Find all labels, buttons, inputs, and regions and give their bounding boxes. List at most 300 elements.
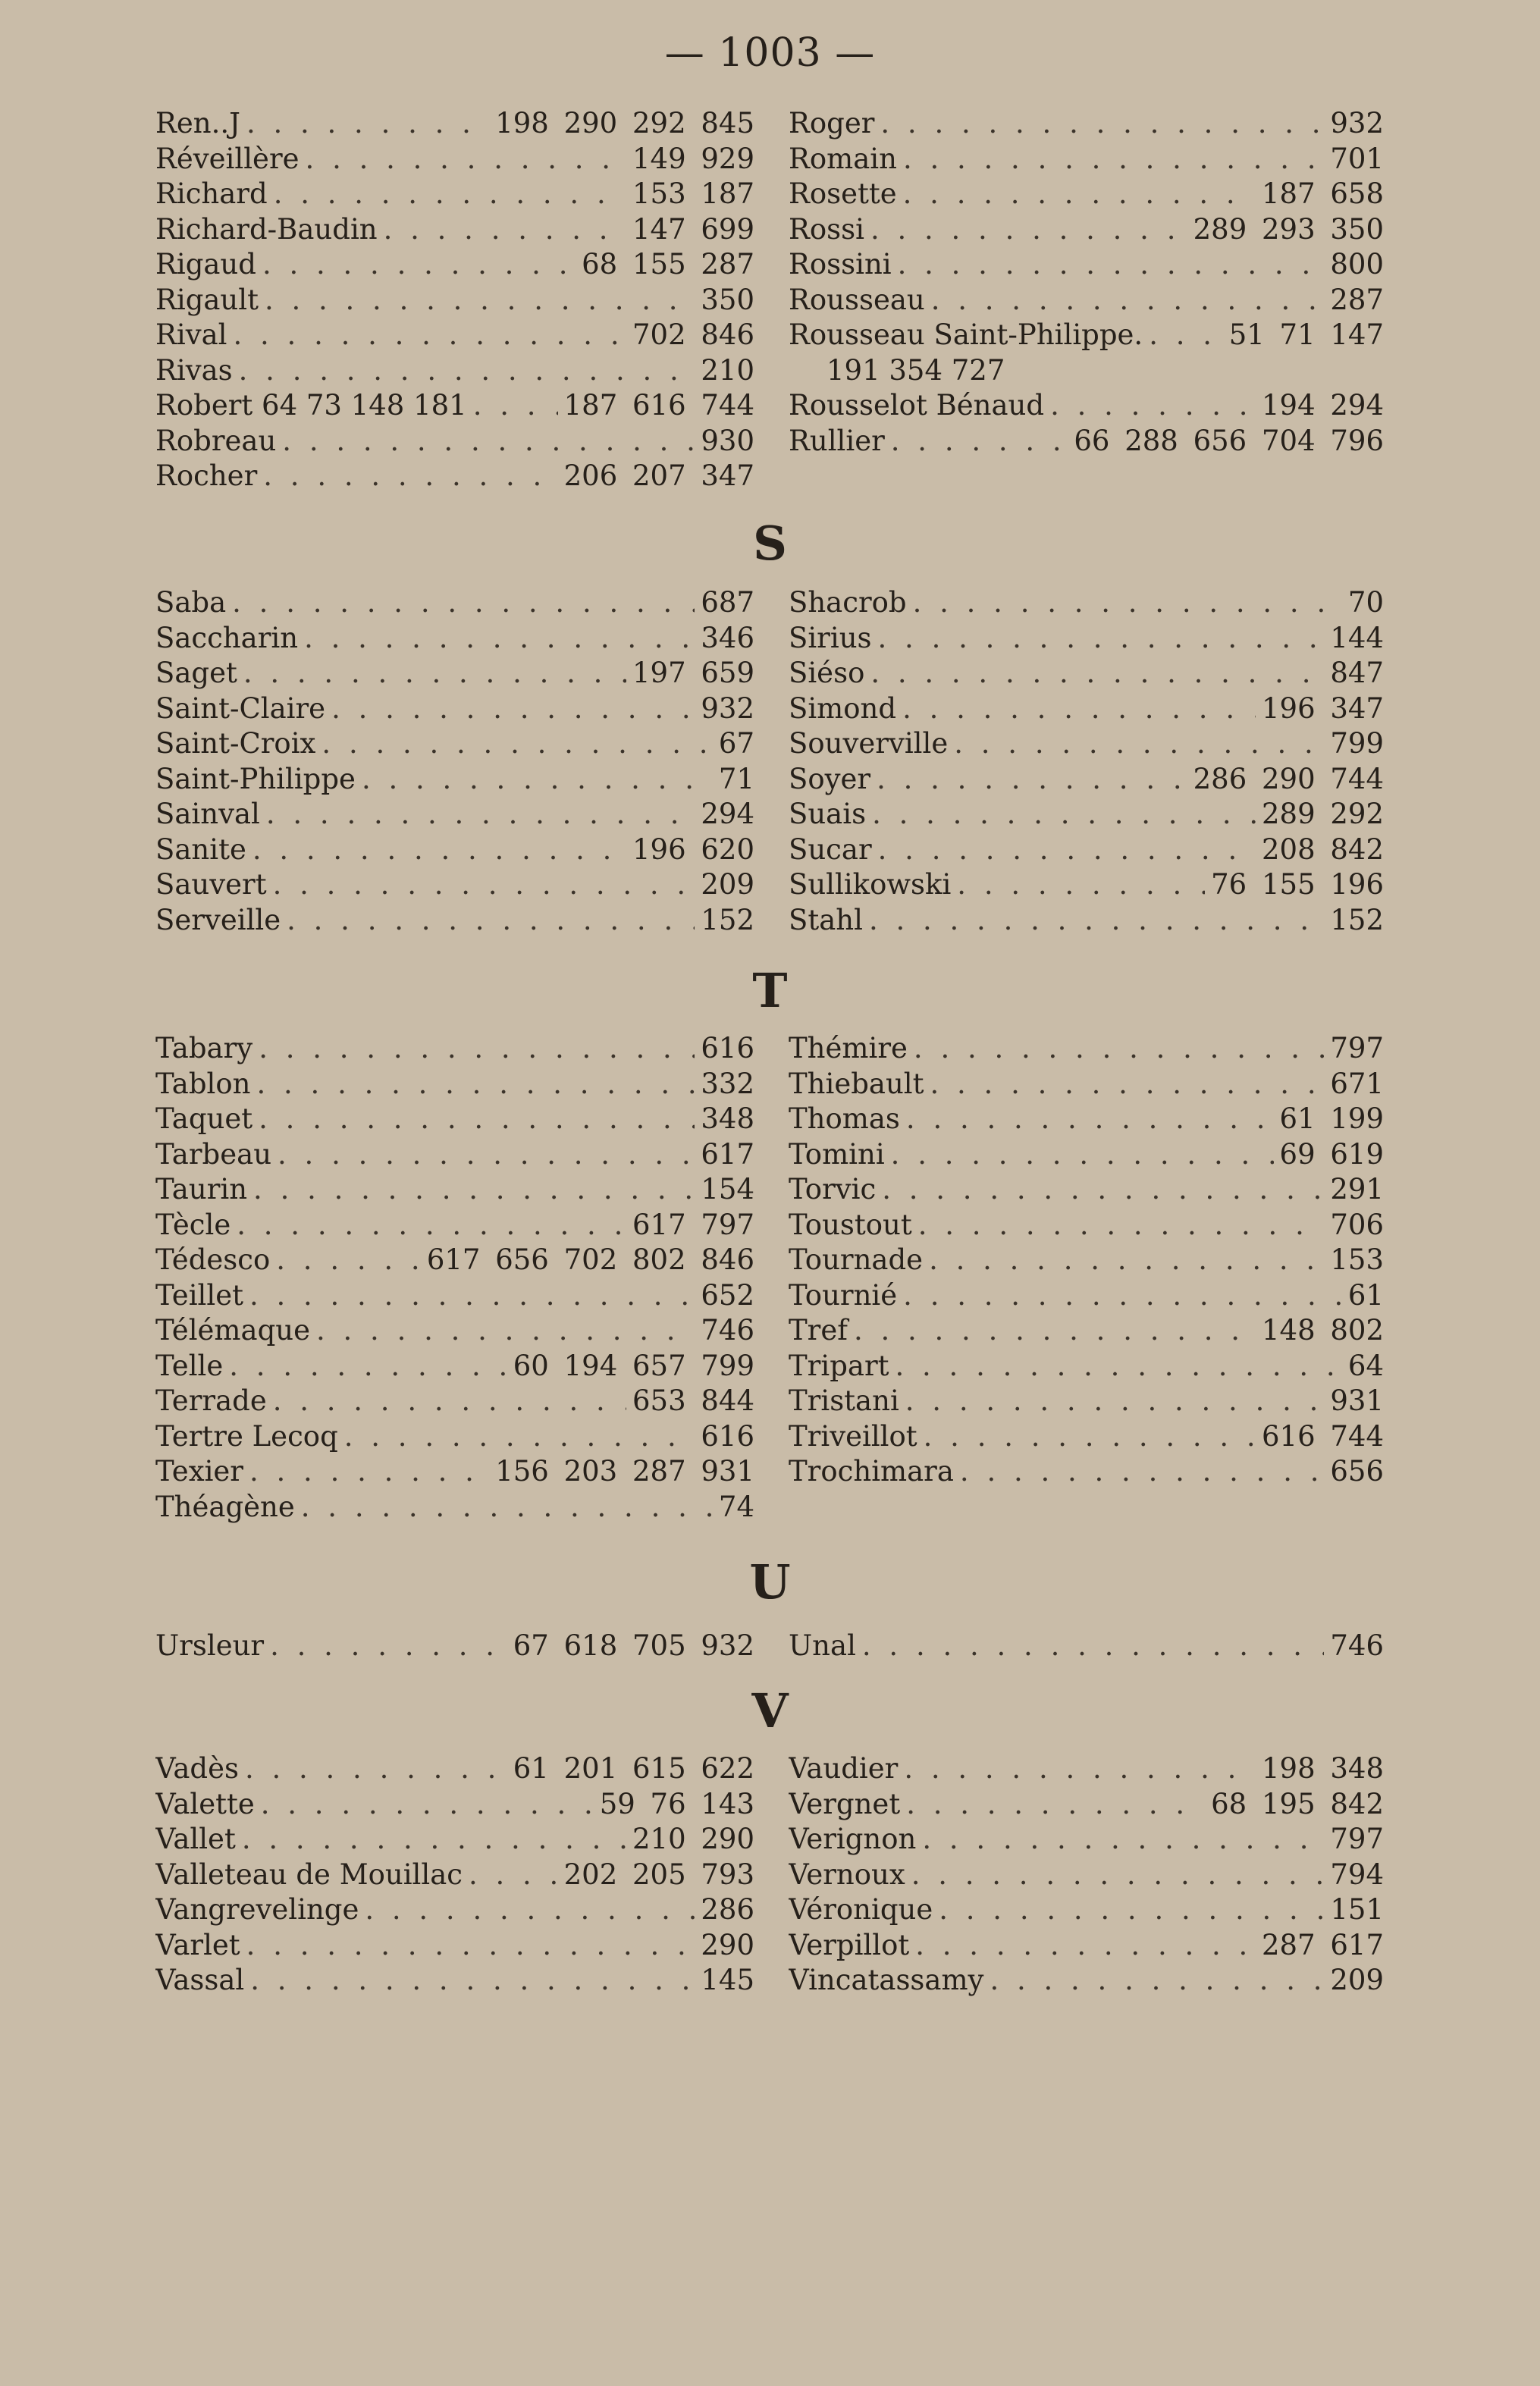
index-entry	[155, 1384, 754, 1419]
entry-page-refs: 794	[1330, 1858, 1384, 1891]
dot-leader	[253, 1172, 695, 1208]
entry-page-refs: 66 288 656 704 796	[1074, 424, 1384, 457]
entry-name: Rival	[155, 318, 227, 351]
section-letter-u: U	[749, 1554, 791, 1610]
dot-leader	[1050, 388, 1256, 424]
entry-name: Tertre Lecoq	[155, 1419, 338, 1453]
entry-name: Saint-Claire	[155, 691, 326, 725]
index-entry	[155, 903, 754, 939]
dot-leader	[259, 1031, 695, 1067]
entry-page-refs: 294	[701, 798, 754, 830]
entry-name: Robreau	[155, 424, 277, 457]
entry-name: Rousseau Saint-Philippe.	[789, 318, 1143, 351]
dot-leader	[261, 1787, 594, 1823]
index-entry	[789, 1751, 1384, 1787]
entry-page-refs: 290	[701, 1928, 754, 1961]
entry-page-refs: 616	[701, 1419, 754, 1453]
dot-leader	[243, 656, 626, 691]
entry-page-refs: 616	[701, 1032, 754, 1064]
dot-leader	[878, 832, 1256, 868]
entry-name: Sauvert	[155, 868, 267, 901]
entry-name: Simond	[789, 691, 897, 725]
index-entry	[789, 1031, 1384, 1067]
entry-name: Vangrevelinge	[155, 1893, 359, 1926]
entry-page-refs: 930	[701, 424, 754, 457]
entry-page-refs: 196 620	[632, 832, 754, 866]
index-entry	[789, 1208, 1384, 1243]
entry-name: Vaudier	[789, 1752, 899, 1785]
entry-name: Terrade	[155, 1384, 267, 1417]
left-column	[155, 585, 754, 938]
entry-page-refs: 153	[1330, 1243, 1384, 1276]
entry-name: Vassal	[155, 1964, 245, 1996]
dot-leader	[990, 1963, 1324, 1999]
entry-page-refs: 617 797	[632, 1208, 754, 1241]
index-entry	[789, 726, 1384, 762]
dot-leader	[249, 1278, 695, 1314]
dot-leader	[257, 1067, 695, 1102]
entry-page-refs: 671	[1330, 1067, 1384, 1100]
index-entry	[155, 1892, 754, 1928]
entry-page-refs: 156 203 287 931	[495, 1455, 754, 1488]
entry-name: Tomini	[789, 1137, 885, 1171]
dot-leader	[278, 1137, 695, 1173]
index-entry	[789, 1243, 1384, 1278]
index-entry	[155, 459, 754, 494]
right-column	[789, 1031, 1384, 1490]
dot-leader	[473, 388, 558, 424]
entry-page-refs: 797	[1330, 1823, 1384, 1855]
dot-leader	[245, 1751, 507, 1787]
index-entry	[155, 247, 754, 283]
page-number: — 1003 —	[664, 30, 876, 76]
entry-page-refs: 208 842	[1261, 832, 1384, 866]
dot-leader	[321, 726, 712, 762]
dot-leader	[266, 797, 695, 832]
dot-leader	[282, 424, 695, 459]
dot-leader	[234, 318, 626, 353]
dot-leader	[931, 283, 1325, 318]
dot-leader	[906, 1787, 1205, 1823]
entry-name: Véronique	[789, 1893, 933, 1926]
dot-leader	[914, 1031, 1324, 1067]
entry-name: Valleteau de Mouillac	[155, 1858, 463, 1891]
entry-page-refs: 286	[701, 1893, 754, 1926]
dot-leader	[905, 1384, 1325, 1419]
left-column	[155, 1629, 754, 1664]
index-entry	[789, 1137, 1384, 1173]
entry-name: Telle	[155, 1349, 224, 1382]
index-entry	[155, 691, 754, 727]
entry-name: Souverville	[789, 727, 949, 760]
entry-name: Richard-Baudin	[155, 212, 378, 246]
index-entry	[789, 424, 1384, 459]
entry-page-refs: 346	[701, 621, 754, 654]
dot-leader	[306, 142, 626, 177]
entry-name: Robert 64 73 148 181	[155, 389, 467, 422]
section-letter-v: V	[751, 1683, 789, 1739]
dot-leader	[872, 797, 1256, 832]
index-entry	[789, 1384, 1384, 1419]
dot-leader	[265, 283, 695, 318]
index-entry	[155, 318, 754, 353]
dot-leader	[911, 1858, 1325, 1893]
entry-page-refs: 59 76 143	[599, 1787, 754, 1820]
index-entry	[155, 1243, 754, 1278]
dot-leader	[276, 1243, 421, 1278]
index-entry	[155, 867, 754, 903]
index-entry	[155, 1928, 754, 1964]
dot-leader	[242, 1822, 626, 1858]
index-entry	[155, 1454, 754, 1490]
entry-page-refs: 149 929	[632, 142, 754, 175]
entry-page-refs: 746	[1330, 1629, 1384, 1662]
entry-page-refs: 800	[1330, 248, 1384, 281]
index-entry	[789, 106, 1384, 142]
entry-page-refs: 702 846	[632, 318, 754, 351]
entry-page-refs: 701	[1330, 142, 1384, 175]
entry-page-refs: 797	[1330, 1032, 1384, 1064]
index-entry	[155, 1102, 754, 1137]
dot-leader	[870, 212, 1187, 248]
entry-name: Tristani	[789, 1384, 899, 1417]
entry-page-refs: 151	[1330, 1893, 1384, 1926]
dot-leader	[273, 1384, 626, 1419]
index-entry	[155, 832, 754, 868]
index-entry	[155, 1751, 754, 1787]
dot-leader	[891, 424, 1068, 459]
entry-page-refs: 147 699	[632, 212, 754, 246]
entry-name: Varlet	[155, 1928, 240, 1961]
entry-name: Vernoux	[789, 1858, 905, 1891]
entry-page-refs: 197 659	[632, 657, 754, 689]
entry-page-refs: 152	[1330, 903, 1384, 936]
dot-leader	[904, 1751, 1256, 1787]
dot-leader	[262, 247, 576, 283]
index-entry	[789, 1419, 1384, 1455]
entry-name: Saccharin	[155, 621, 299, 654]
entry-name: Tablon	[155, 1067, 251, 1100]
dot-leader	[263, 459, 557, 494]
index-entry	[155, 388, 754, 424]
entry-page-refs: 656	[1330, 1455, 1384, 1488]
index-entry	[155, 212, 754, 248]
entry-name: Tripart	[789, 1349, 889, 1382]
index-entry	[789, 867, 1384, 903]
entry-name: Rigaud	[155, 248, 256, 281]
dot-leader	[246, 1928, 695, 1964]
index-entry	[789, 585, 1384, 621]
dot-leader	[362, 762, 713, 798]
entry-name: Stahl	[789, 903, 863, 936]
index-entry	[789, 621, 1384, 657]
dot-leader	[903, 177, 1256, 212]
index-entry	[789, 1454, 1384, 1490]
entry-name: Réveillère	[155, 142, 300, 175]
entry-name: Verignon	[789, 1823, 917, 1855]
entry-name: Soyer	[789, 762, 871, 795]
entry-page-refs: 61 201 615 622	[513, 1752, 754, 1785]
entry-page-refs: 148 802	[1261, 1314, 1384, 1347]
entry-page-refs: 198 348	[1261, 1752, 1384, 1785]
index-entry	[155, 1822, 754, 1858]
left-column	[155, 1031, 754, 1525]
entry-page-refs: 70	[1347, 586, 1384, 619]
entry-page-refs: 152	[701, 903, 754, 936]
entry-name: Rullier	[789, 424, 885, 457]
index-entry	[789, 318, 1384, 353]
dot-leader	[880, 106, 1324, 142]
entry-name: Rigault	[155, 283, 259, 316]
index-entry	[155, 1629, 754, 1664]
dot-leader	[252, 832, 626, 868]
index-entry	[155, 1172, 754, 1208]
index-entry	[789, 656, 1384, 691]
entry-page-refs: 287 617	[1261, 1928, 1384, 1961]
entry-name: Vergnet	[789, 1787, 901, 1820]
index-entry	[155, 656, 754, 691]
dot-leader	[229, 1349, 507, 1384]
index-entry	[155, 424, 754, 459]
index-entry	[155, 177, 754, 212]
index-entry	[155, 1313, 754, 1349]
entry-name: Tournié	[789, 1278, 898, 1312]
index-entry	[155, 1208, 754, 1243]
entry-name: Taurin	[155, 1173, 248, 1206]
index-entry	[789, 832, 1384, 868]
entry-page-refs: 210	[701, 353, 754, 387]
dot-leader	[237, 1208, 626, 1243]
entry-name: Tournade	[789, 1243, 924, 1276]
entry-page-refs: 291	[1330, 1173, 1384, 1206]
dot-leader	[469, 1858, 558, 1893]
entry-name: Texier	[155, 1455, 243, 1488]
entry-name: Rivas	[155, 353, 233, 387]
entry-name: Sainval	[155, 798, 260, 830]
entry-name: Siéso	[789, 657, 865, 689]
entry-page-refs: 687	[701, 586, 754, 619]
entry-name: Unal	[789, 1629, 856, 1662]
dot-leader	[913, 585, 1342, 621]
dot-leader	[877, 762, 1187, 798]
entry-page-refs: 187 616 744	[563, 389, 754, 422]
dot-leader	[930, 1067, 1325, 1102]
dot-leader	[960, 1454, 1324, 1490]
entry-page-refs: 286 290 744	[1193, 762, 1384, 795]
entry-name: Teillet	[155, 1278, 243, 1312]
entry-page-refs: 202 205 793	[563, 1858, 754, 1891]
entry-page-refs: 68 195 842	[1211, 1787, 1384, 1820]
index-entry	[155, 1031, 754, 1067]
entry-page-refs: 68 155 287	[582, 248, 754, 281]
index-entry	[789, 212, 1384, 248]
index-entry	[789, 353, 1384, 389]
entry-name: Vincatassamy	[789, 1964, 984, 1996]
entry-page-refs: 932	[701, 691, 754, 725]
dot-leader	[869, 903, 1324, 939]
dot-leader	[918, 1208, 1325, 1243]
index-entry	[789, 1349, 1384, 1384]
index-entry	[155, 1858, 754, 1893]
entry-page-refs: 51 71 147	[1228, 318, 1384, 351]
section-letter-s: S	[753, 516, 787, 571]
entry-page-refs: 348	[701, 1102, 754, 1135]
dot-leader	[862, 1629, 1324, 1664]
index-entry	[155, 1490, 754, 1525]
dot-leader	[895, 1349, 1342, 1384]
index-entry	[155, 762, 754, 798]
entry-page-refs: 652	[701, 1278, 754, 1312]
entry-page-refs: 653 844	[632, 1384, 754, 1417]
entry-name: Rossi	[789, 212, 864, 246]
entry-name: Shacrob	[789, 586, 907, 619]
index-entry	[155, 142, 754, 177]
entry-page-refs: 847	[1330, 657, 1384, 689]
index-entry	[155, 1963, 754, 1999]
index-entry	[789, 1822, 1384, 1858]
dot-leader	[915, 1928, 1256, 1964]
dot-leader	[878, 621, 1325, 657]
entry-page-refs: 289 293 350	[1193, 212, 1384, 246]
index-entry	[789, 283, 1384, 318]
entry-name: Thémire	[789, 1032, 908, 1064]
index-entry	[155, 797, 754, 832]
dot-leader	[301, 1490, 713, 1525]
dot-leader	[906, 1102, 1274, 1137]
dot-leader	[304, 621, 695, 657]
entry-page-refs: 61	[1347, 1278, 1384, 1312]
index-entry	[155, 1419, 754, 1455]
dot-leader	[287, 903, 695, 939]
entry-name: Rocher	[155, 459, 258, 492]
dot-leader	[365, 1892, 695, 1928]
entry-page-refs: 198 290 292 845	[495, 107, 754, 140]
entry-name: Rousselot Bénaud	[789, 389, 1045, 422]
dot-leader	[922, 1822, 1324, 1858]
entry-name: Vallet	[155, 1823, 236, 1855]
right-column	[789, 1751, 1384, 1999]
index-entry	[789, 1928, 1384, 1964]
entry-name: 191 354 727	[826, 353, 1005, 387]
dot-leader	[929, 1243, 1324, 1278]
entry-name: Tarbeau	[155, 1137, 272, 1171]
entry-name: Richard	[155, 177, 268, 210]
entry-page-refs: 76 155 196	[1211, 868, 1384, 901]
entry-name: Sullikowski	[789, 868, 952, 901]
entry-page-refs: 209	[1330, 1964, 1384, 1996]
entry-page-refs: 799	[1330, 727, 1384, 760]
entry-page-refs: 931	[1330, 1384, 1384, 1417]
entry-name: Sirius	[789, 621, 872, 654]
index-entry	[789, 1858, 1384, 1893]
index-entry	[789, 1787, 1384, 1823]
index-entry	[789, 797, 1384, 832]
entry-page-refs: 210 290	[632, 1823, 754, 1855]
entry-name: Suais	[789, 798, 867, 830]
dot-leader	[1149, 318, 1223, 353]
entry-page-refs: 69 619	[1279, 1137, 1384, 1171]
entry-name: Tabary	[155, 1032, 253, 1064]
index-entry	[155, 1787, 754, 1823]
entry-name: Triveillot	[789, 1419, 917, 1453]
index-entry	[155, 1067, 754, 1102]
dot-leader	[898, 247, 1325, 283]
entry-name: Trochimara	[789, 1455, 954, 1488]
index-entry	[789, 1067, 1384, 1102]
entry-page-refs: 154	[701, 1173, 754, 1206]
entry-name: Romain	[789, 142, 897, 175]
index-entry	[155, 621, 754, 657]
index-entry	[789, 388, 1384, 424]
left-column	[155, 1751, 754, 1999]
right-column	[789, 585, 1384, 938]
index-entry	[789, 142, 1384, 177]
dot-leader	[316, 1313, 695, 1349]
entry-page-refs: 746	[701, 1314, 754, 1347]
entry-page-refs: 145	[701, 1964, 754, 1996]
entry-name: Sucar	[789, 832, 872, 866]
right-column	[789, 106, 1384, 459]
dot-leader	[273, 867, 695, 903]
dot-leader	[270, 1629, 507, 1664]
dot-leader	[854, 1313, 1256, 1349]
entry-page-refs: 144	[1330, 621, 1384, 654]
dot-leader	[344, 1419, 695, 1455]
index-entry	[155, 283, 754, 318]
entry-name: Télémaque	[155, 1314, 310, 1347]
entry-page-refs: 350	[701, 283, 754, 316]
entry-name: Roger	[789, 107, 875, 140]
dot-leader	[882, 1172, 1324, 1208]
dot-leader	[259, 1102, 695, 1137]
index-entry	[155, 1349, 754, 1384]
entry-page-refs: 209	[701, 868, 754, 901]
entry-name: Valette	[155, 1787, 255, 1820]
index-entry	[789, 177, 1384, 212]
dot-leader	[902, 691, 1256, 727]
dot-leader	[957, 867, 1205, 903]
entry-name: Verpillot	[789, 1928, 910, 1961]
index-entry	[155, 106, 754, 142]
entry-page-refs: 617	[701, 1137, 754, 1171]
dot-leader	[903, 142, 1324, 177]
dot-leader	[903, 1278, 1342, 1314]
entry-name: Torvic	[789, 1173, 877, 1206]
index-entry	[155, 1278, 754, 1314]
entry-name: Saget	[155, 657, 237, 689]
index-entry	[789, 1102, 1384, 1137]
entry-page-refs: 196 347	[1261, 691, 1384, 725]
index-entry	[155, 585, 754, 621]
dot-leader	[891, 1137, 1274, 1173]
entry-name: Vadès	[155, 1752, 239, 1785]
index-entry	[789, 247, 1384, 283]
entry-name: Théagène	[155, 1490, 295, 1523]
dot-leader	[939, 1892, 1324, 1928]
dot-leader	[249, 1454, 489, 1490]
entry-name: Rousseau	[789, 283, 925, 316]
entry-page-refs: 287	[1330, 283, 1384, 316]
entry-page-refs: 932	[1330, 107, 1384, 140]
section-letter-t: T	[752, 963, 788, 1018]
entry-page-refs: 60 194 657 799	[513, 1349, 754, 1382]
index-entry	[789, 903, 1384, 939]
dot-leader	[331, 691, 695, 727]
index-entry	[789, 762, 1384, 798]
entry-name: Thomas	[789, 1102, 900, 1135]
index-entry	[789, 1963, 1384, 1999]
entry-page-refs: 64	[1347, 1349, 1384, 1382]
